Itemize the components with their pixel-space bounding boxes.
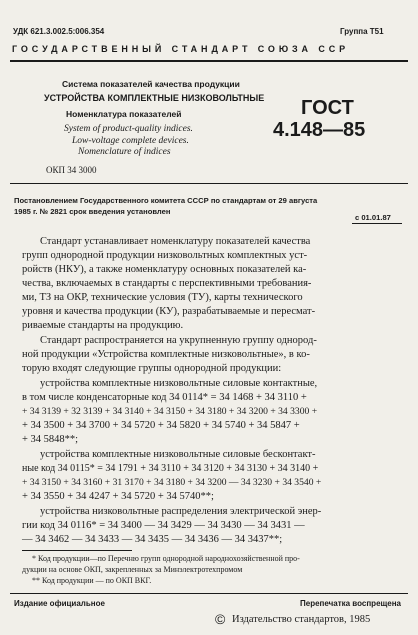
body-line: ные код 34 0115* = 34 1791 + 34 3110 + 34 3120 + 34 3130 + 34 3140 + bbox=[22, 463, 319, 474]
body-line: + 34 3550 + 34 4247 + 34 5720 + 34 5740**; bbox=[22, 491, 214, 502]
effective-date: с 01.01.87 bbox=[355, 213, 391, 222]
gost-number: 4.148—85 bbox=[273, 119, 366, 141]
footnote-rule bbox=[22, 550, 132, 551]
footer-rule bbox=[10, 593, 408, 594]
official-edition: Издание официальное bbox=[14, 599, 105, 608]
subtitle-ru: Номенклатура показателей bbox=[66, 109, 182, 119]
body-line: Стандарт устанавливает номенклатуру показателей качества bbox=[40, 236, 311, 247]
body-line: торую входят следующие группы однородной продукции: bbox=[22, 363, 282, 374]
body-line: групп однородной продукции низковольтных комплектных уст- bbox=[22, 250, 308, 261]
body-line: Стандарт распространяется на укрупненную группу однород- bbox=[40, 335, 317, 346]
body-line: устройства низковольтные распределения электрической энер- bbox=[40, 506, 322, 517]
gost-label: ГОСТ bbox=[301, 97, 354, 119]
body-line: гии код 34 0116* = 34 3400 — 34 3429 — 34 3430 — 34 3431 — bbox=[22, 520, 305, 531]
standard-banner: ГОСУДАРСТВЕННЫЙ СТАНДАРТ СОЮЗА ССР bbox=[12, 44, 350, 54]
body-line: ми, ТЗ на ОКР, технические условия (ТУ), карты технического bbox=[22, 292, 303, 303]
publisher: Издательство стандартов, 1985 bbox=[232, 614, 371, 625]
decree-line-2: 1985 г. № 2821 срок введения установлен bbox=[14, 207, 171, 216]
body-line: в том числе конденсаторные код 34 0114* = 34 1468 + 34 3110 + bbox=[22, 392, 307, 403]
body-line: риваемые стандарты на продукцию. bbox=[22, 320, 184, 331]
footnote-1-line-1: * Код продукции—по Перечню групп однородной народнохозяйственной про- bbox=[32, 554, 300, 563]
system-title-en: System of product-quality indices. bbox=[64, 124, 193, 134]
body-line: + 34 3500 + 34 3700 + 34 5720 + 34 5820 + 34 5740 + 34 5847 + bbox=[22, 420, 300, 431]
reprint-prohibited: Перепечатка воспрещена bbox=[300, 599, 401, 608]
footnote-1-line-2: дукции на основе ОКП, закрепленных за Минэлектротехпромом bbox=[22, 565, 243, 574]
system-title-ru: Система показателей качества продукции bbox=[62, 79, 240, 89]
subtitle-en: Nomenclature of indices bbox=[78, 147, 171, 157]
document-title-ru: УСТРОЙСТВА КОМПЛЕКТНЫЕ НИЗКОВОЛЬТНЫЕ bbox=[44, 93, 265, 103]
group-code: Группа Т51 bbox=[340, 27, 384, 36]
body-line: устройства комплектные низковольтные силовые контактные, bbox=[40, 378, 318, 389]
body-line: уровня и качества продукции (КУ), разрабатываемые и пересмат- bbox=[22, 306, 316, 317]
body-line: чества, включаемых в стандарты с перспективными требования- bbox=[22, 278, 312, 289]
udc-code: УДК 621.3.002.5:006.354 bbox=[13, 27, 105, 36]
body-line: ройств (НКУ), а также номенклатуру основных показателей ка- bbox=[22, 264, 307, 275]
body-line: + 34 5848**; bbox=[22, 434, 79, 445]
body-line: ной продукции «Устройства комплектные низковольтные», в ко- bbox=[22, 349, 310, 360]
body-line: + 34 3139 + 32 3139 + 34 3140 + 34 3150 + 34 3180 + 34 3200 + 34 3300 + bbox=[22, 406, 318, 417]
copyright-symbol: © bbox=[215, 611, 226, 627]
document-title-en: Low-voltage complete devices. bbox=[72, 136, 189, 146]
body-line: устройства комплектные низковольтные силовые бесконтакт- bbox=[40, 449, 316, 460]
footnote-2: ** Код продукции — по ОКП ВКГ. bbox=[32, 576, 152, 585]
decree-line-1: Постановлением Государственного комитета СССР по стандартам от 29 августа bbox=[14, 196, 318, 205]
body-line: + 34 3150 + 34 3160 + 31 3170 + 34 3180 + 34 3200 — 34 3230 + 34 3540 + bbox=[22, 477, 322, 488]
okp-code: ОКП 34 3000 bbox=[46, 165, 97, 175]
body-line: — 34 3462 — 34 3433 — 34 3435 — 34 3436 — 34 3437**; bbox=[22, 534, 283, 545]
